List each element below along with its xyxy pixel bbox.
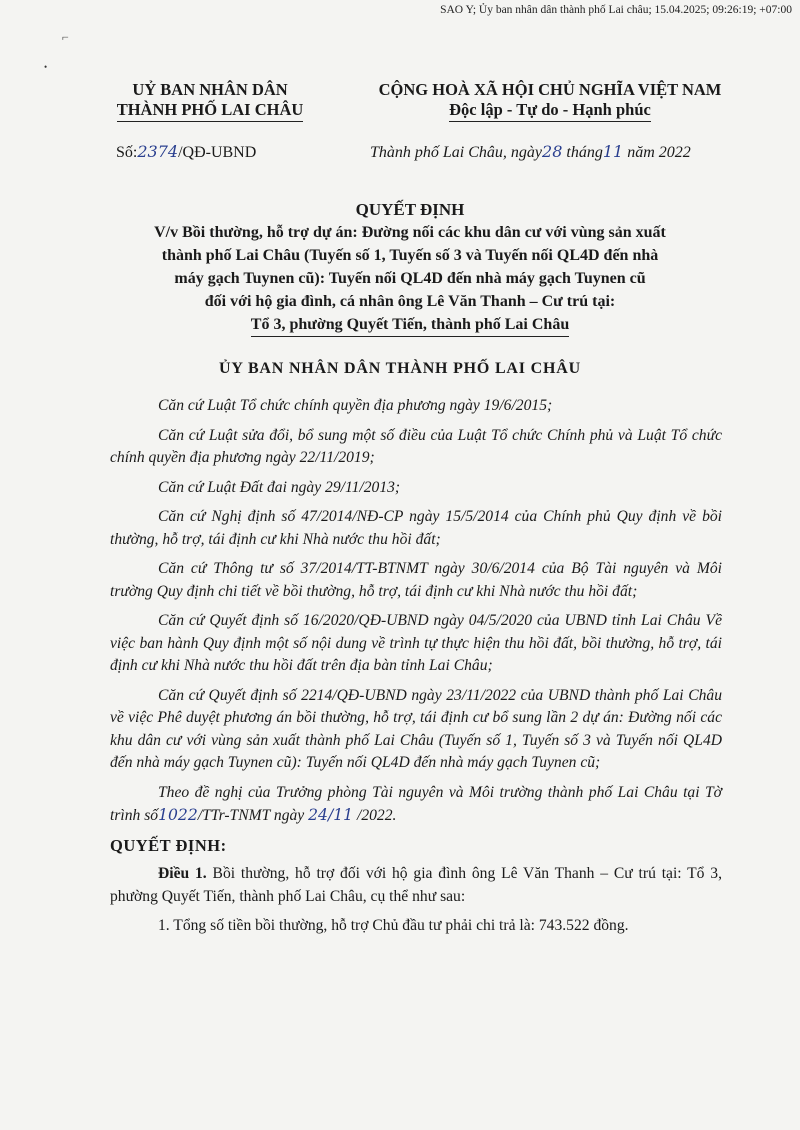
motto: Độc lập - Tự do - Hạnh phúc bbox=[449, 100, 651, 122]
proposal-paragraph bbox=[110, 782, 722, 828]
document-body bbox=[110, 395, 722, 945]
subject-line-5: Tổ 3, phường Quyết Tiến, thành phố Lai Châu bbox=[251, 313, 569, 337]
legal-basis-1: Căn cứ Luật Tổ chức chính quyền địa phương ngày 19/6/2015; bbox=[158, 397, 553, 414]
handwritten-month: 11 bbox=[602, 142, 624, 161]
legal-basis-2: Căn cứ Luật sửa đổi, bổ sung một số điều của Luật Tổ chức Chính phủ và Luật Tổ chức chính quyền địa phương ngày 22/11/2019; bbox=[110, 426, 722, 466]
handwritten-proposal-month: 11 bbox=[333, 806, 354, 824]
proposal-text: Theo đề nghị của Trưởng phòng Tài nguyên và Môi trường thành phố Lai Châu tại Tờ trình số bbox=[110, 783, 722, 824]
decision-heading: QUYẾT ĐỊNH: bbox=[110, 835, 227, 855]
proposal-text-2: /TTr-TNMT ngày bbox=[197, 807, 305, 824]
number-prefix: Số: bbox=[116, 144, 138, 161]
number-suffix: /QĐ-UBND bbox=[178, 144, 257, 161]
date-month-word: tháng bbox=[566, 144, 603, 161]
legal-basis-7: Căn cứ Quyết định số 2214/QĐ-UBND ngày 23/11/2022 của UBND thành phố Lai Châu về việc Phê duyệt phương án bồi thường, hỗ trợ, tái định cư bổ sung lần 2 dự án: Đường nối các khu dân cư với vùng sản xuất thành phố Lai Châu (Tuyến số 1, Tuyến số 3 và Tuyến nối QL4D đến nhà máy gạch Tuynen cũ): Tuyến nối QL4D đến nhà máy gạch Tuynen cũ; bbox=[110, 686, 722, 771]
decision-title-block bbox=[90, 198, 730, 337]
legal-basis-6: Căn cứ Quyết định số 16/2020/QĐ-UBND ngày 04/5/2020 của UBND tỉnh Lai Châu Về việc ban hành Quy định một số nội dung về trình tự thực hiện thu hồi đất, bồi thường, hỗ trợ, tái định cư khi Nhà nước thu hồi đất trên địa bàn tỉnh Lai Châu; bbox=[110, 612, 722, 674]
country-name: CỘNG HOÀ XÃ HỘI CHỦ NGHĨA VIỆT NAM bbox=[378, 80, 722, 99]
proposal-year: /2022. bbox=[356, 807, 397, 824]
handwritten-separator: / bbox=[327, 806, 334, 824]
article-1-text: Bồi thường, hỗ trợ đối với hộ gia đình ông Lê Văn Thanh – Cư trú tại: Tổ 3, phường Quyết Tiến, thành phố Lai Châu, cụ thể như sau: bbox=[110, 865, 722, 905]
national-motto bbox=[350, 80, 750, 122]
authority-line-1: UỶ BAN NHÂN DÂN bbox=[132, 80, 288, 99]
digital-copy-stamp: SAO Y; Ủy ban nhân dân thành phố Lai châu; 15.04.2025; 09:26:19; +07:00 bbox=[440, 4, 792, 16]
authority-line-2: THÀNH PHỐ LAI CHÂU bbox=[117, 100, 304, 122]
decision-title: QUYẾT ĐỊNH bbox=[355, 200, 465, 219]
scan-mark: ⌐ bbox=[62, 30, 69, 44]
subject-line-1: V/v Bồi thường, hỗ trợ dự án: Đường nối các khu dân cư với vùng sản xuất bbox=[154, 224, 666, 241]
article-1 bbox=[110, 863, 722, 908]
article-1-label: Điều 1. bbox=[158, 865, 207, 882]
scan-dot: • bbox=[44, 62, 48, 72]
handwritten-day: 28 bbox=[542, 142, 563, 161]
issue-date bbox=[370, 142, 691, 162]
subject-line-2: thành phố Lai Châu (Tuyến số 1, Tuyến số 3 và Tuyến nối QL4D đến nhà bbox=[161, 247, 659, 264]
handwritten-proposal-day: 24 bbox=[308, 806, 328, 824]
handwritten-number: 2374 bbox=[137, 142, 179, 161]
issuing-authority bbox=[100, 80, 320, 122]
document-number bbox=[116, 142, 256, 162]
date-year: năm 2022 bbox=[627, 144, 691, 161]
legal-basis-4: Căn cứ Nghị định số 47/2014/NĐ-CP ngày 15/5/2014 của Chính phủ Quy định về bồi thường, hỗ trợ, tái định cư khi Nhà nước thu hồi đất; bbox=[110, 508, 722, 548]
issuing-body-heading: ỦY BAN NHÂN DÂN THÀNH PHỐ LAI CHÂU bbox=[219, 360, 581, 377]
legal-basis-5: Căn cứ Thông tư số 37/2014/TT-BTNMT ngày 30/6/2014 của Bộ Tài nguyên và Môi trường Quy định chi tiết về bồi thường, hỗ trợ, tái định cư khi Nhà nước thu hồi đất; bbox=[110, 560, 722, 600]
article-1-item-1: 1. Tổng số tiền bồi thường, hỗ trợ Chủ đầu tư phải chi trả là: 743.522 đồng. bbox=[158, 917, 629, 934]
subject-line-4: đối với hộ gia đình, cá nhân ông Lê Văn Thanh – Cư trú tại: bbox=[204, 293, 616, 310]
handwritten-proposal-number: 1022 bbox=[158, 806, 198, 824]
subject-line-3: máy gạch Tuynen cũ): Tuyến nối QL4D đến nhà máy gạch Tuynen cũ bbox=[174, 270, 646, 287]
date-place: Thành phố Lai Châu, ngày bbox=[370, 144, 543, 161]
legal-basis-3: Căn cứ Luật Đất đai ngày 29/11/2013; bbox=[158, 478, 401, 496]
